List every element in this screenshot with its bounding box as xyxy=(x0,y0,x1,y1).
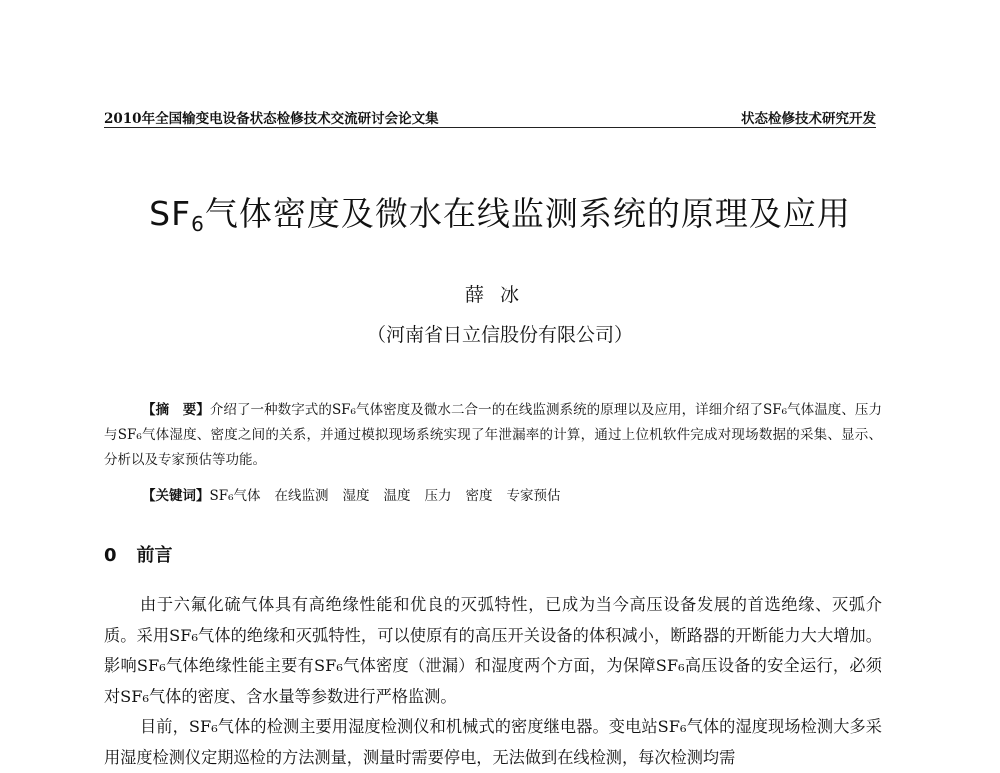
abstract-text: 介绍了一种数字式的SF₆气体密度及微水二合一的在线监测系统的原理以及应用，详细介绍了SF₆气体温度、压力与SF₆气体湿度、密度之间的关系，并通过模拟现场系统实现了年泄漏率的计算，通过上位机软件完成对现场数据的采集、显示、分析以及专家预估等功能。 xyxy=(104,402,883,468)
paper-title xyxy=(0,188,1000,236)
keywords xyxy=(142,484,575,509)
section-number: 0 xyxy=(104,545,117,566)
body-text xyxy=(104,590,882,773)
title-prefix: SF xyxy=(149,194,192,233)
keywords-label: 【关键词】 xyxy=(142,488,210,504)
abstract xyxy=(104,398,882,473)
title-subscript: 6 xyxy=(191,212,205,236)
keyword: 在线监测 xyxy=(274,488,329,504)
abstract-label: 【摘 要】 xyxy=(142,402,210,418)
paragraph: 由于六氟化硫气体具有高绝缘性能和优良的灭弧特性，已成为当今高压设备发展的首选绝缘、灭弧介质。采用SF₆气体的绝缘和灭弧特性，可以使原有的高压开关设备的体积减小，断路器的开断能力大大增加。影响SF₆气体绝缘性能主要有SF₆气体密度（泄漏）和湿度两个方面，为保障SF₆高压设备的安全运行，必须对SF₆气体的密度、含水量等参数进行严格监测。 xyxy=(104,595,882,706)
section-heading xyxy=(104,541,173,567)
author-affiliation: （河南省日立信股份有限公司） xyxy=(366,324,633,346)
keyword: 湿度 xyxy=(342,488,370,504)
header-proceedings-title: 2010年全国输变电设备状态检修技术交流研讨会论文集 xyxy=(104,111,439,127)
keyword: 压力 xyxy=(424,488,452,504)
running-header xyxy=(104,103,876,128)
title-rest: 气体密度及微水在线监测系统的原理及应用 xyxy=(204,194,851,233)
keyword: 专家预估 xyxy=(506,488,561,504)
keyword: SF₆气体 xyxy=(209,488,261,504)
keyword: 温度 xyxy=(383,488,411,504)
paragraph: 目前，SF₆气体的检测主要用湿度检测仪和机械式的密度继电器。变电站SF₆气体的湿度现场检测大多采用湿度检测仪定期巡检的方法测量，测量时需要停电，无法做到在线检测，每次检测均需 xyxy=(104,717,882,767)
header-section-title: 状态检修技术研究开发 xyxy=(741,111,876,127)
author-name: 薛冰 xyxy=(464,284,535,306)
section-title: 前言 xyxy=(136,545,173,566)
keyword: 密度 xyxy=(465,488,493,504)
